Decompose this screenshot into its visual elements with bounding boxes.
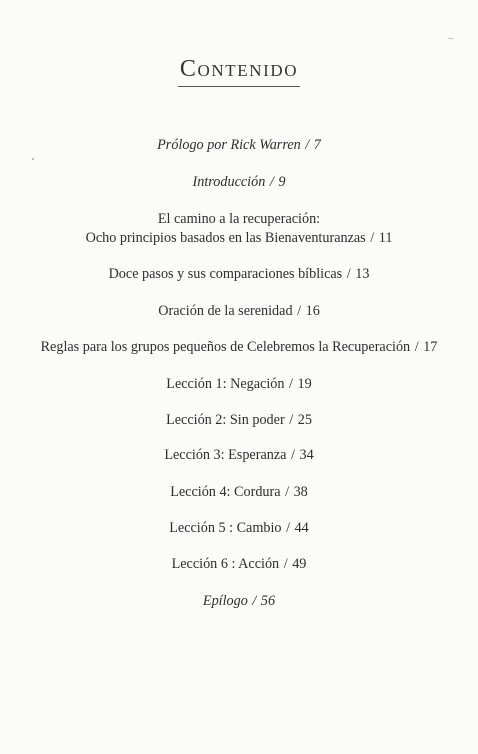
toc-separator: / — [289, 412, 294, 428]
toc-entry-label: Doce pasos y sus comparaciones bíblicas — [108, 266, 343, 282]
toc-entry-page: 16 — [305, 303, 320, 319]
toc-separator: / — [346, 266, 351, 282]
toc-entry-label: Prólogo por Rick Warren — [157, 137, 301, 153]
toc-entry-page: 19 — [297, 376, 312, 392]
toc-entry-camino-line1 — [0, 210, 478, 229]
toc-entry-oracion — [0, 302, 478, 321]
toc-entry-leccion-6 — [0, 555, 478, 574]
toc-entry-label: Lección 1: Negación — [166, 376, 285, 392]
toc-entry-label: Introducción — [192, 174, 266, 190]
toc-separator: / — [289, 376, 293, 392]
paper-speck — [448, 38, 454, 39]
toc-entry-page: 34 — [299, 447, 314, 463]
toc-entry-page: 25 — [297, 412, 312, 428]
toc-entry-page: 17 — [423, 339, 438, 355]
toc-entry-label: Oración de la serenidad — [158, 303, 293, 319]
toc-entry-introduccion — [0, 173, 478, 192]
toc-separator: / — [269, 174, 274, 190]
toc-separator: / — [252, 593, 257, 609]
toc-entry-label: Ocho principios basados en las Bienaventuranzas — [85, 230, 366, 246]
toc-entry-label: Lección 6 : Acción — [171, 556, 280, 572]
toc-entry-leccion-4 — [0, 483, 478, 502]
toc-entry-label: Lección 3: Esperanza — [164, 447, 287, 463]
toc-entry-label: Lección 2: Sin poder — [166, 412, 285, 428]
toc-entry-label: Epílogo — [202, 593, 248, 609]
paper-speck — [32, 158, 34, 160]
toc-entry-page: 9 — [278, 174, 286, 190]
toc-separator: / — [290, 447, 295, 463]
toc-entry-page: 44 — [294, 520, 309, 536]
toc-entry-page: 49 — [292, 556, 307, 572]
toc-separator: / — [297, 303, 302, 319]
toc-entry-leccion-1 — [0, 375, 478, 394]
toc-entry-label: Lección 4: Cordura — [170, 484, 281, 500]
toc-separator: / — [283, 556, 288, 572]
toc-separator: / — [286, 520, 291, 536]
toc-entry-leccion-3 — [0, 446, 478, 465]
toc-entry-epilogo — [0, 592, 478, 611]
toc-entry-doce-pasos — [0, 265, 478, 284]
toc-entry-label: Lección 5 : Cambio — [169, 520, 282, 536]
toc-separator: / — [305, 137, 310, 153]
toc-entry-page: 56 — [260, 593, 276, 609]
toc-entry-page: 11 — [378, 230, 393, 246]
toc-entry-camino — [0, 229, 478, 248]
title-wrap — [0, 56, 478, 87]
toc-separator: / — [285, 484, 290, 500]
toc-entry-label: El camino a la recuperación: — [157, 211, 321, 227]
toc-entry-page: 13 — [355, 266, 370, 282]
toc-entry-page: 7 — [313, 137, 321, 153]
toc-separator: / — [370, 230, 375, 246]
toc-entry-reglas — [0, 338, 478, 357]
toc-entry-leccion-2 — [0, 411, 478, 430]
toc-separator: / — [414, 339, 419, 355]
toc-entry-prologo — [0, 136, 478, 155]
toc-entry-label: Reglas para los grupos pequeños de Celebremos la Recuperación — [40, 339, 411, 355]
toc-entry-leccion-5 — [0, 519, 478, 538]
toc-entry-page: 38 — [293, 484, 308, 500]
page-title: Contenido — [178, 56, 300, 87]
